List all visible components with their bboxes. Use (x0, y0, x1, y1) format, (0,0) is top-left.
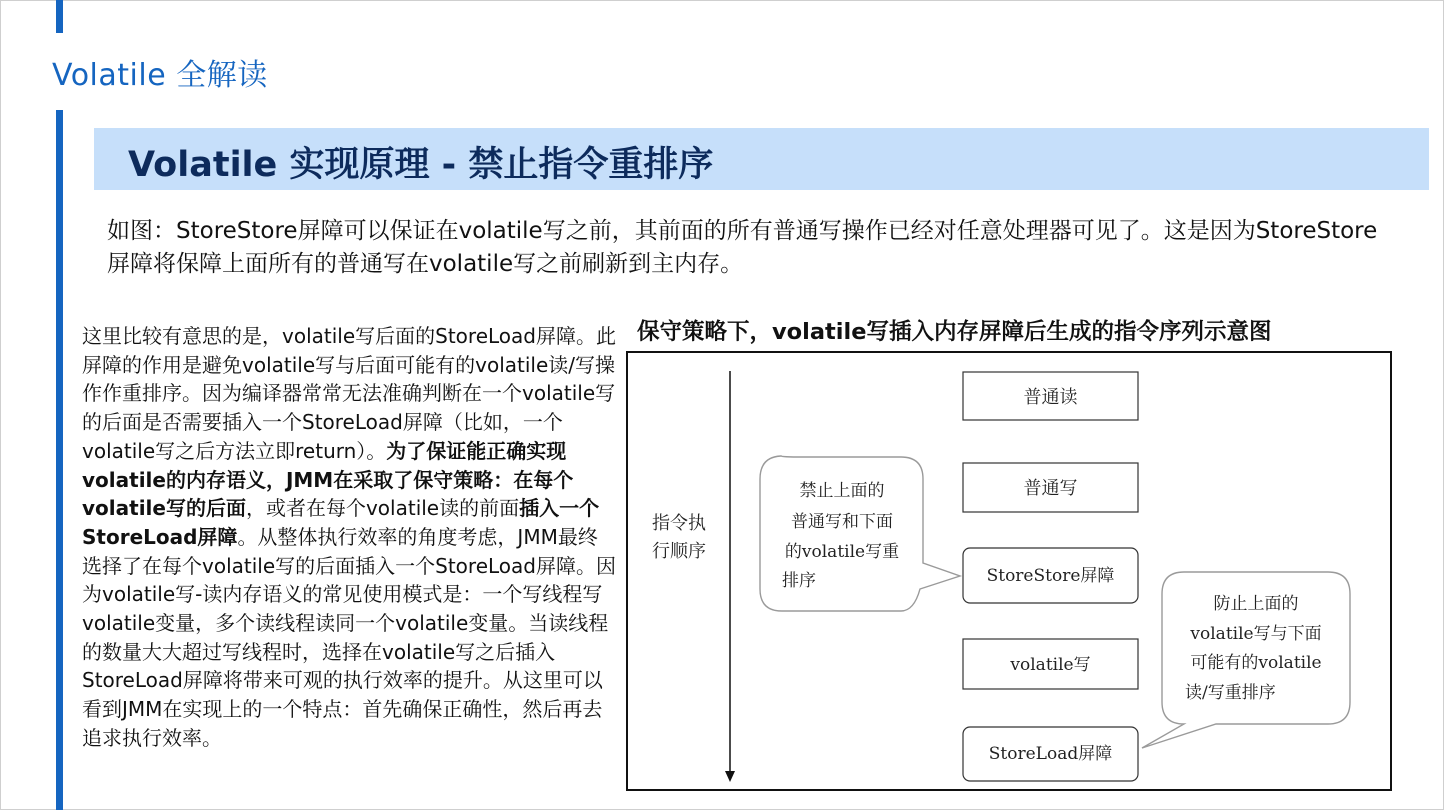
callout-left-line-3: 的volatile写重 (784, 542, 900, 562)
box-storeload-barrier-label: StoreLoad屏障 (988, 744, 1113, 764)
callout-right-line-1: 防止上面的 (1213, 594, 1299, 614)
section-title: Volatile 实现原理 - 禁止指令重排序 (128, 145, 714, 185)
explanation-text-2: ，或者在每个volatile读的前面 (245, 496, 520, 521)
deck-title: Volatile 全解读 (52, 58, 268, 93)
callout-right-line-2: volatile写与下面 (1190, 624, 1322, 644)
intro-paragraph: 如图：StoreStore屏障可以保证在volatile写之前，其前面的所有普通写操作已经对任意处理器可见了。这是因为StoreStore屏障将保障上面所有的普通写在volatile写之前刷新到主内存。 (107, 218, 1378, 277)
figure-title: 保守策略下，volatile写插入内存屏障后生成的指令序列示意图 (637, 319, 1272, 345)
box-volatile-write-label: volatile写 (1010, 655, 1091, 675)
left-accent-rule (56, 110, 63, 810)
callout-right-line-3: 可能有的volatile (1190, 653, 1322, 673)
box-normal-write-label: 普通写 (1023, 478, 1078, 499)
top-accent-bar (56, 0, 63, 33)
box-normal-read-label: 普通读 (1023, 387, 1078, 408)
section-banner (94, 128, 1429, 190)
barrier-sequence-figure (626, 351, 1392, 791)
explanation-text-3: 。从整体执行效率的角度考虑，JMM最终选择了在每个volatile写的后面插入一个StoreLoad屏障。因为volatile写-读内存语义的常见使用模式是：一个写线程写volatile变量，多个读线程读同一个volatile变量。当读线程的数量大大超过写线程时，选择在volatile写之后插入StoreLoad屏障将带来可观的执行效率的提升。从这里可以看到JMM在实现上的一个特点：首先确保正确性，然后再去追求执行效率。 (82, 524, 616, 750)
explanation-paragraph (82, 322, 617, 753)
explanation-text-1: 这里比较有意思的是，volatile写后面的StoreLoad屏障。此屏障的作用是避免volatile写与后面可能有的volatile读/写操作作重排序。因为编译器常常无法准确判断在一个volatile写的后面是否需要插入一个StoreLoad屏障（比如，一个volatile写之后方法立即return）。 (82, 324, 616, 463)
callout-left-line-1: 禁止上面的 (799, 481, 885, 501)
callout-right-line-4: 读/写重排序 (1185, 683, 1276, 703)
axis-label-line-2: 行顺序 (652, 541, 706, 562)
box-storestore-barrier-label: StoreStore屏障 (986, 566, 1115, 586)
figure-canvas (626, 351, 1392, 791)
callout-left-line-2: 普通写和下面 (791, 512, 893, 532)
explanation-bold-2: 插入一个StoreLoad屏障 (82, 496, 600, 549)
callout-left-line-4: 排序 (782, 571, 816, 591)
axis-label-line-1: 指令执 (652, 513, 706, 534)
explanation-bold-1: 为了保证能正确实现volatile的内存语义，JMM在采取了保守策略：在每个volatile写的后面 (82, 438, 574, 521)
